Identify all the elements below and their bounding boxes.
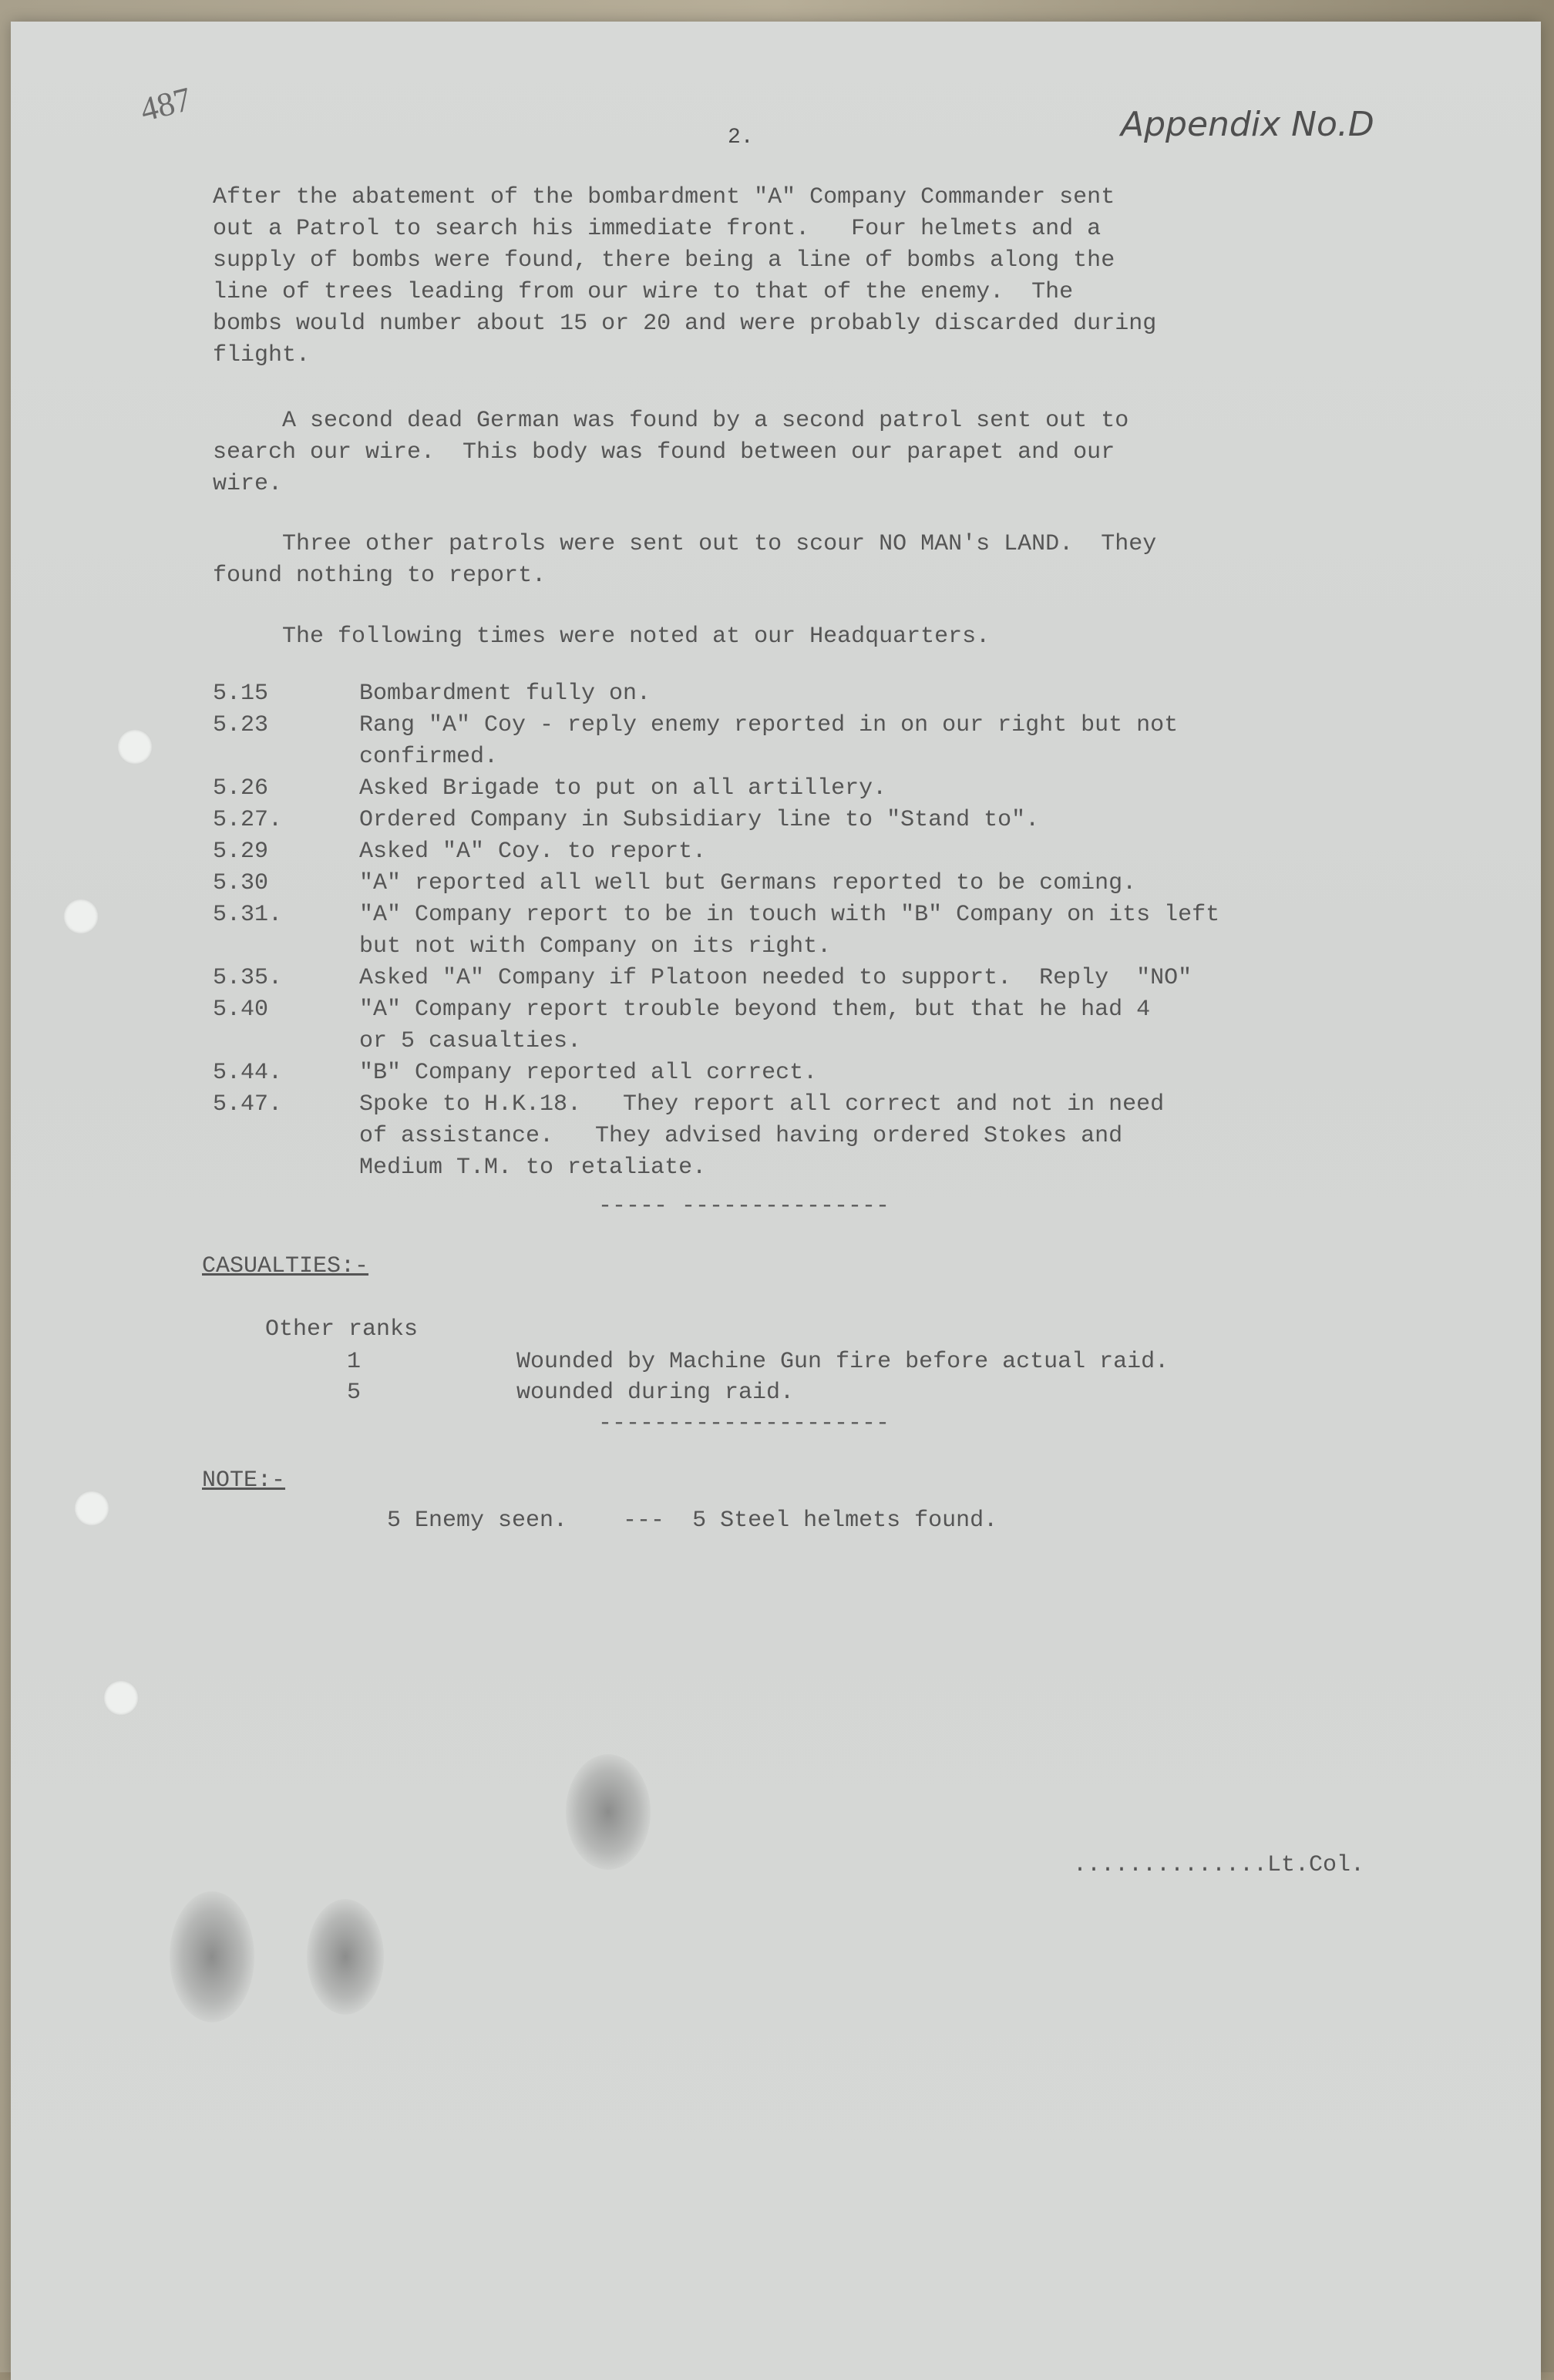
log-time: 5.30 [213, 870, 269, 896]
log-text: Spoke to H.K.18. They report all correct and not in need of assistance. They advised having ordered Stokes and Medium T.M. to retaliate. [359, 1091, 1165, 1181]
paragraph-other-patrols: Three other patrols were sent out to scour NO MAN's LAND. They found nothing to report. [213, 531, 1157, 589]
note-heading: NOTE:- [202, 1467, 286, 1494]
log-entry [213, 994, 1523, 1057]
log-text: Ordered Company in Subsidiary line to "Stand to". [359, 807, 1040, 833]
log-entry [213, 899, 1523, 963]
casualty-count: 5 [347, 1380, 362, 1406]
log-entry [213, 836, 1523, 868]
archive-stamp-number: 487 [136, 79, 195, 129]
ink-smudge [170, 1891, 254, 2022]
log-time: 5.29 [213, 839, 269, 865]
log-text: Asked Brigade to put on all artillery. [359, 775, 887, 802]
log-text: Rang "A" Coy - reply enemy reported in on our right but not confirmed. [359, 712, 1179, 770]
page-number: 2. [728, 126, 754, 150]
log-text: "A" Company report trouble beyond them, but that he had 4 or 5 casualties. [359, 997, 1151, 1054]
separator-line: --------------------- [598, 1410, 890, 1437]
log-entry [213, 678, 1523, 710]
paragraph-patrol-search: After the abatement of the bombardment "A" Company Commander sent out a Patrol to search his immediate front. Four helmets and a supply of bombs were found, there being a line of bombs along the line of trees leading from our wire to that of the enemy. The bombs would number about 15 or 20 and were probably discarded during flight. [213, 184, 1157, 368]
document-page [11, 22, 1541, 2380]
log-time: 5.44. [213, 1060, 283, 1086]
punch-hole [117, 729, 153, 765]
log-entry [213, 963, 1523, 994]
log-time: 5.47. [213, 1091, 283, 1118]
log-text: Asked "A" Coy. to report. [359, 839, 707, 865]
log-text: Asked "A" Company if Platoon needed to support. Reply "NO" [359, 965, 1192, 991]
punch-hole [74, 1491, 109, 1526]
appendix-label: Appendix No.D [1121, 105, 1374, 144]
log-text: "B" Company reported all correct. [359, 1060, 818, 1086]
casualties-heading: CASUALTIES:- [202, 1253, 369, 1279]
punch-hole [63, 899, 99, 934]
note-text: 5 Enemy seen. --- 5 Steel helmets found. [387, 1508, 998, 1534]
log-text: "A" Company report to be in touch with "B" Company on its left but not with Company on its right. [359, 902, 1220, 960]
log-text: "A" reported all well but Germans reported to be coming. [359, 870, 1137, 896]
log-entry [213, 1089, 1523, 1184]
log-time: 5.40 [213, 997, 269, 1023]
log-entry [213, 773, 1523, 805]
headquarters-log [213, 678, 1523, 1184]
log-entry [213, 868, 1523, 899]
log-time: 5.15 [213, 681, 269, 707]
paragraph-times-intro: The following times were noted at our Headquarters. [213, 624, 991, 650]
separator-line: ----- --------------- [598, 1193, 890, 1219]
signature-line: ..............Lt.Col. [1073, 1852, 1365, 1878]
log-time: 5.27. [213, 807, 283, 833]
log-time: 5.23 [213, 712, 269, 738]
log-entry [213, 805, 1523, 836]
casualty-row [342, 1349, 1169, 1375]
casualties-subheading: Other ranks [265, 1316, 419, 1343]
paragraph-second-german: A second dead German was found by a second patrol sent out to search our wire. This body was found between our parapet and our wire. [213, 408, 1129, 497]
log-time: 5.35. [213, 965, 283, 991]
casualty-text: Wounded by Machine Gun fire before actual raid. [516, 1349, 1169, 1375]
log-entry [213, 1057, 1523, 1089]
ink-smudge [307, 1899, 384, 2015]
casualty-text: wounded during raid. [516, 1380, 795, 1406]
punch-hole [103, 1680, 139, 1716]
log-time: 5.31. [213, 902, 283, 928]
casualty-row [342, 1380, 794, 1406]
ink-smudge [566, 1754, 651, 1870]
casualty-count: 1 [347, 1349, 362, 1375]
log-entry [213, 710, 1523, 773]
log-text: Bombardment fully on. [359, 681, 651, 707]
log-time: 5.26 [213, 775, 269, 802]
